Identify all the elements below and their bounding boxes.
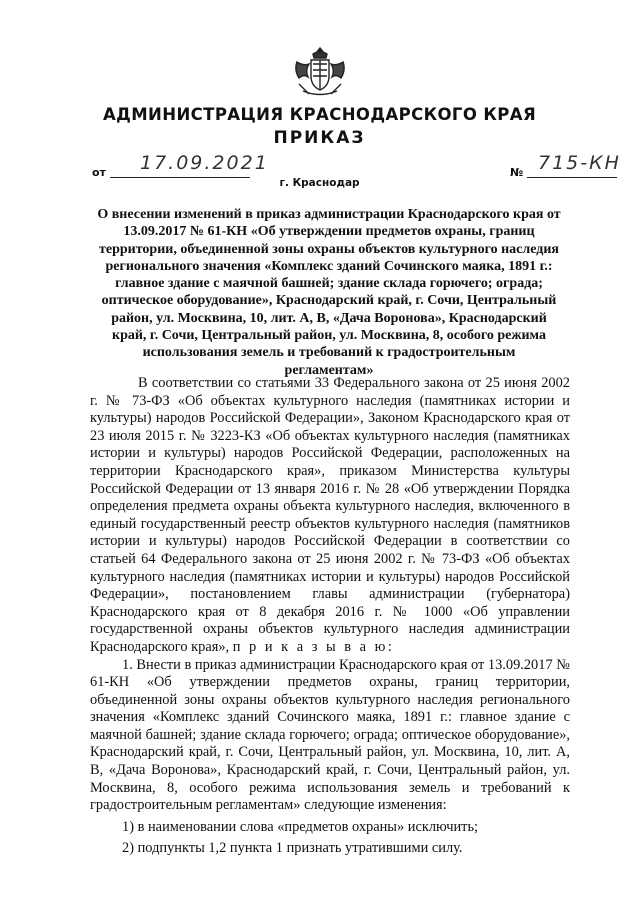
subitem-1-paragraph: 1) в наименовании слова «предметов охраны» исключить; [122, 818, 479, 835]
document-body [90, 375, 570, 858]
subitem-2-paragraph: 2) подпункты 1,2 пункта 1 признать утратившими силу. [122, 840, 463, 857]
number-handwritten: 715-КН [538, 152, 621, 174]
preamble-paragraph [90, 375, 570, 657]
city-name: г. Краснодар [279, 177, 360, 189]
document-type-title: ПРИКАЗ [273, 128, 366, 148]
number-label: № [510, 166, 524, 179]
organization-title: АДМИНИСТРАЦИЯ КРАСНОДАРСКОГО КРАЯ [102, 105, 537, 124]
date-handwritten: 17.09.2021 [140, 152, 269, 174]
order-word: п р и к а з ы в а ю: [232, 638, 395, 655]
item-1-paragraph: 1. Внести в приказ администрации Краснодарского края от 13.09.2017 № 61-КН «Об утверждении предметов охраны, границ территории, объединенной зоны охраны объектов культурного наследия регионального значения «Комплекс зданий Сочинского маяка, 1891 г.: главное здание с маячной башней; здание склада горючего; ограда; оптическое оборудование», Краснодарский край, г. Сочи, Центральный район, ул. Москвина, 10, лит. А, В, «Дача Воронова», Краснодарский край, г. Сочи, Центральный район, ул. Москвина, 8, особого режима использования земель и требований к градостроительным регламентам» следующие изменения: [90, 656, 570, 814]
document-subject: О внесении изменений в приказ администрации Краснодарского края от 13.09.2017 № 61-КН «Об утверждении предметов охраны, границ территории, объединенной зоны охраны объектов культурного наследия регионального значения «Комплекс зданий Сочинского маяка, 1891 г.: главное здание с маячной башней; здание склада горючего; ограда; оптическое оборудование», Краснодарский край, г. Сочи, Центральный район, ул. Москвина, 10, лит. А, В, «Дача Воронова», Краснодарский край, г. Сочи, Центральный район, ул. Москвина, 8, особого режима использования земель и требований к градостроительным регламентам» [97, 207, 561, 378]
coat-of-arms-emblem [291, 44, 349, 98]
date-label: от [92, 166, 106, 179]
preamble-text: В соответствии со статьями 33 Федерального закона от 25 июня 2002 г. № 73-ФЗ «Об объектах культурного наследия (памятниках истории и культуры) народов Российской Федерации», Законом Краснодарского края от 23 июля 2015 г. № 3223-КЗ «Об объектах культурного наследия (памятниках истории и культуры) народов Российской Федерации, расположенных на территории Краснодарского края», приказом Министерства культуры Российской Федерации от 13 января 2016 г. № 28 «Об утверждении Порядка определения предмета охраны объекта культурного наследия, включенного в единый государственный реестр объектов культурного наследия (памятников истории и культуры) народов Российской Федерации в соответствии со статьей 64 Федерального закона от 25 июня 2002 г. № 73-ФЗ «Об объектах культурного наследия (памятниках истории и культуры) народов Российской Федерации», постановлением главы администрации (губернатора) Краснодарского края от 8 декабря 2016 г. № 1000 «Об управлении государственной охраны объектов культурного наследия администрации Краснодарского края», [90, 375, 570, 655]
